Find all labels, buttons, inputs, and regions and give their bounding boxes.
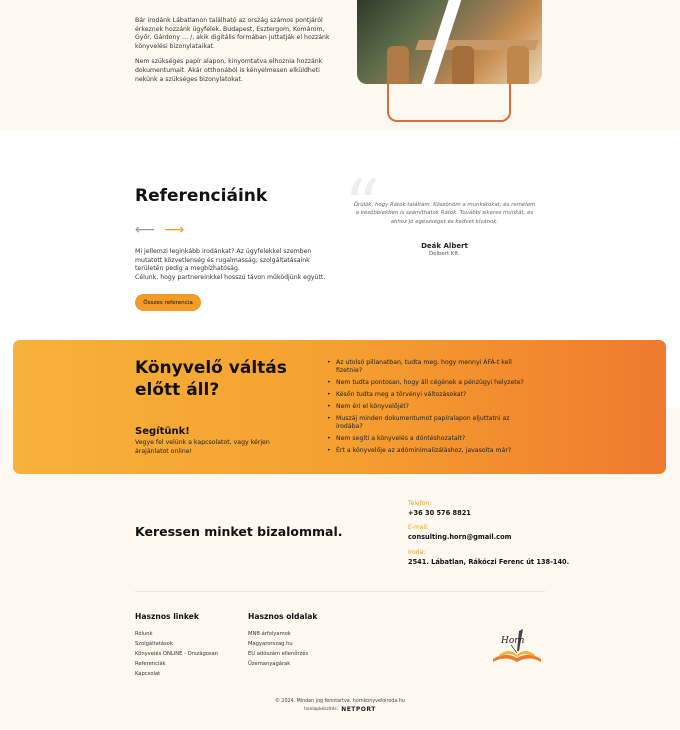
references-body-line-1: Mi jellemzi leginkább irodánkat? Az ügyfelekkel szemben mutatott közvetlenség és rugalmasság, szolgáltatásaink területén pedig a megbízhatóság. xyxy=(135,248,312,272)
footer-link[interactable]: Üzemanyagárak xyxy=(248,660,291,667)
office-label: Iroda: xyxy=(408,549,426,556)
arrow-right-icon[interactable]: ⟶ xyxy=(164,222,185,238)
cta-title: Könyvelő váltás előtt áll? xyxy=(135,358,287,400)
testimonial-text: Örülök, hogy Rátok találtam. Köszönöm a munkátokat, és remélem a későbbiekben is számíthatok Rátok. További sikeres munkát, és ahhoz jó egészséget és kedvet kívánok. xyxy=(353,202,536,225)
contact-title: Keressen minket bizalommal. xyxy=(135,524,343,539)
useful-pages-heading: Hasznos oldalak xyxy=(248,612,318,621)
list-item: • Nem éri el könyvelőjét? xyxy=(327,403,537,411)
email-label: E-mail: xyxy=(408,524,429,531)
footer-link[interactable]: Referenciák xyxy=(135,660,166,667)
phone-label: Telefon: xyxy=(408,500,432,507)
references-title: Referenciáink xyxy=(135,186,268,206)
testimonial-company: Delbert Kft. xyxy=(429,251,460,257)
references-description xyxy=(135,248,335,282)
made-by xyxy=(0,706,680,713)
office-address: 2541. Lábatlan, Rákóczi Ferenc út 138-140. xyxy=(408,558,570,566)
email-link[interactable]: consulting.horn@gmail.com xyxy=(408,533,512,541)
quote-icon: “ xyxy=(344,165,380,247)
footer-link[interactable]: Magyarorszag.hu xyxy=(248,640,293,647)
cta-question-list xyxy=(327,359,537,459)
footer-link[interactable]: Szolgáltatások xyxy=(135,640,173,647)
testimonial-author: Deák Albert xyxy=(421,242,468,250)
phone-link[interactable]: +36 30 576 8821 xyxy=(408,509,471,517)
useful-pages-list xyxy=(248,630,308,670)
arrow-left-icon[interactable]: ⟵ xyxy=(135,222,156,238)
footer-link[interactable]: Kapcsolat xyxy=(135,670,161,677)
testimonial-arrows xyxy=(135,223,184,237)
made-by-label: honlapkészítés: xyxy=(304,707,339,712)
photo-chair xyxy=(452,46,474,84)
cta-sub-title: Segítünk! xyxy=(135,426,190,437)
horn-logo[interactable] xyxy=(489,625,545,665)
useful-links-heading: Hasznos linkek xyxy=(135,612,199,621)
footer-link[interactable]: Könyvelés ONLINE - Országosan xyxy=(135,650,219,657)
list-item: • Muszáj minden dokumentumot papíralapon eljuttatni az irodába? xyxy=(327,415,537,431)
list-item: • Nem segíti a könyvelés a döntéshozatalt? xyxy=(327,435,537,443)
photo-chair xyxy=(507,46,529,84)
intro-paragraph-2: Nem szükséges papír alapon, kinyomtatva elhozniа hozzánk dokumentumait. Akár otthonából is kényelmesen elküldheti nekünk a szükséges bizonylatokat. xyxy=(135,58,323,83)
footer-divider xyxy=(135,591,545,592)
useful-links-list xyxy=(135,630,218,680)
copyright-text: © 2024. Minden jog fenntartva. hornkonyveloiroda.hu xyxy=(275,699,405,704)
footer-link[interactable]: EU adószám ellenőrzés xyxy=(248,650,309,657)
list-item: • Az utolsó pillanatban, tudta meg, hogy mennyi ÁFÁ-t kell fizetnie? xyxy=(327,359,537,375)
footer-link[interactable]: Rólunk xyxy=(135,631,153,637)
references-body-line-2: Célunk, hogy partnereinkkel hosszú távon működjünk együtt. xyxy=(135,273,326,281)
intro-text xyxy=(135,17,340,91)
photo-chair xyxy=(387,46,409,84)
svg-text:Horn: Horn xyxy=(501,636,525,646)
list-item: • Ért a könyvelője az adóminimalizáláshoz, javasolta már? xyxy=(327,447,537,455)
all-references-button[interactable]: Összes referencia xyxy=(135,294,201,311)
netport-logo[interactable]: NETPORT xyxy=(341,706,376,713)
list-item: • Nem tudta pontosan, hogy áll cégének a pénzügyi helyzete? xyxy=(327,379,537,387)
footer-link[interactable]: MNB árfolyamok xyxy=(248,631,291,637)
cta-sub-text: Vegye fel velünk a kapcsolatot, vagy kérjen árajánlatot online! xyxy=(135,439,270,455)
intro-paragraph-1: Bár irodánk Lábatlanon található az ország számos pontjáról érkeznek hozzánk ügyfelek. Budapest, Esztergom, Komárom, Győr, Gárdony … /, akik digitális formában juttatják el hozzánk könyvelési bizonylataikat. xyxy=(135,17,330,50)
list-item: • Későn tudta meg a törvényi változásokat? xyxy=(327,391,537,399)
intro-section xyxy=(0,0,680,130)
